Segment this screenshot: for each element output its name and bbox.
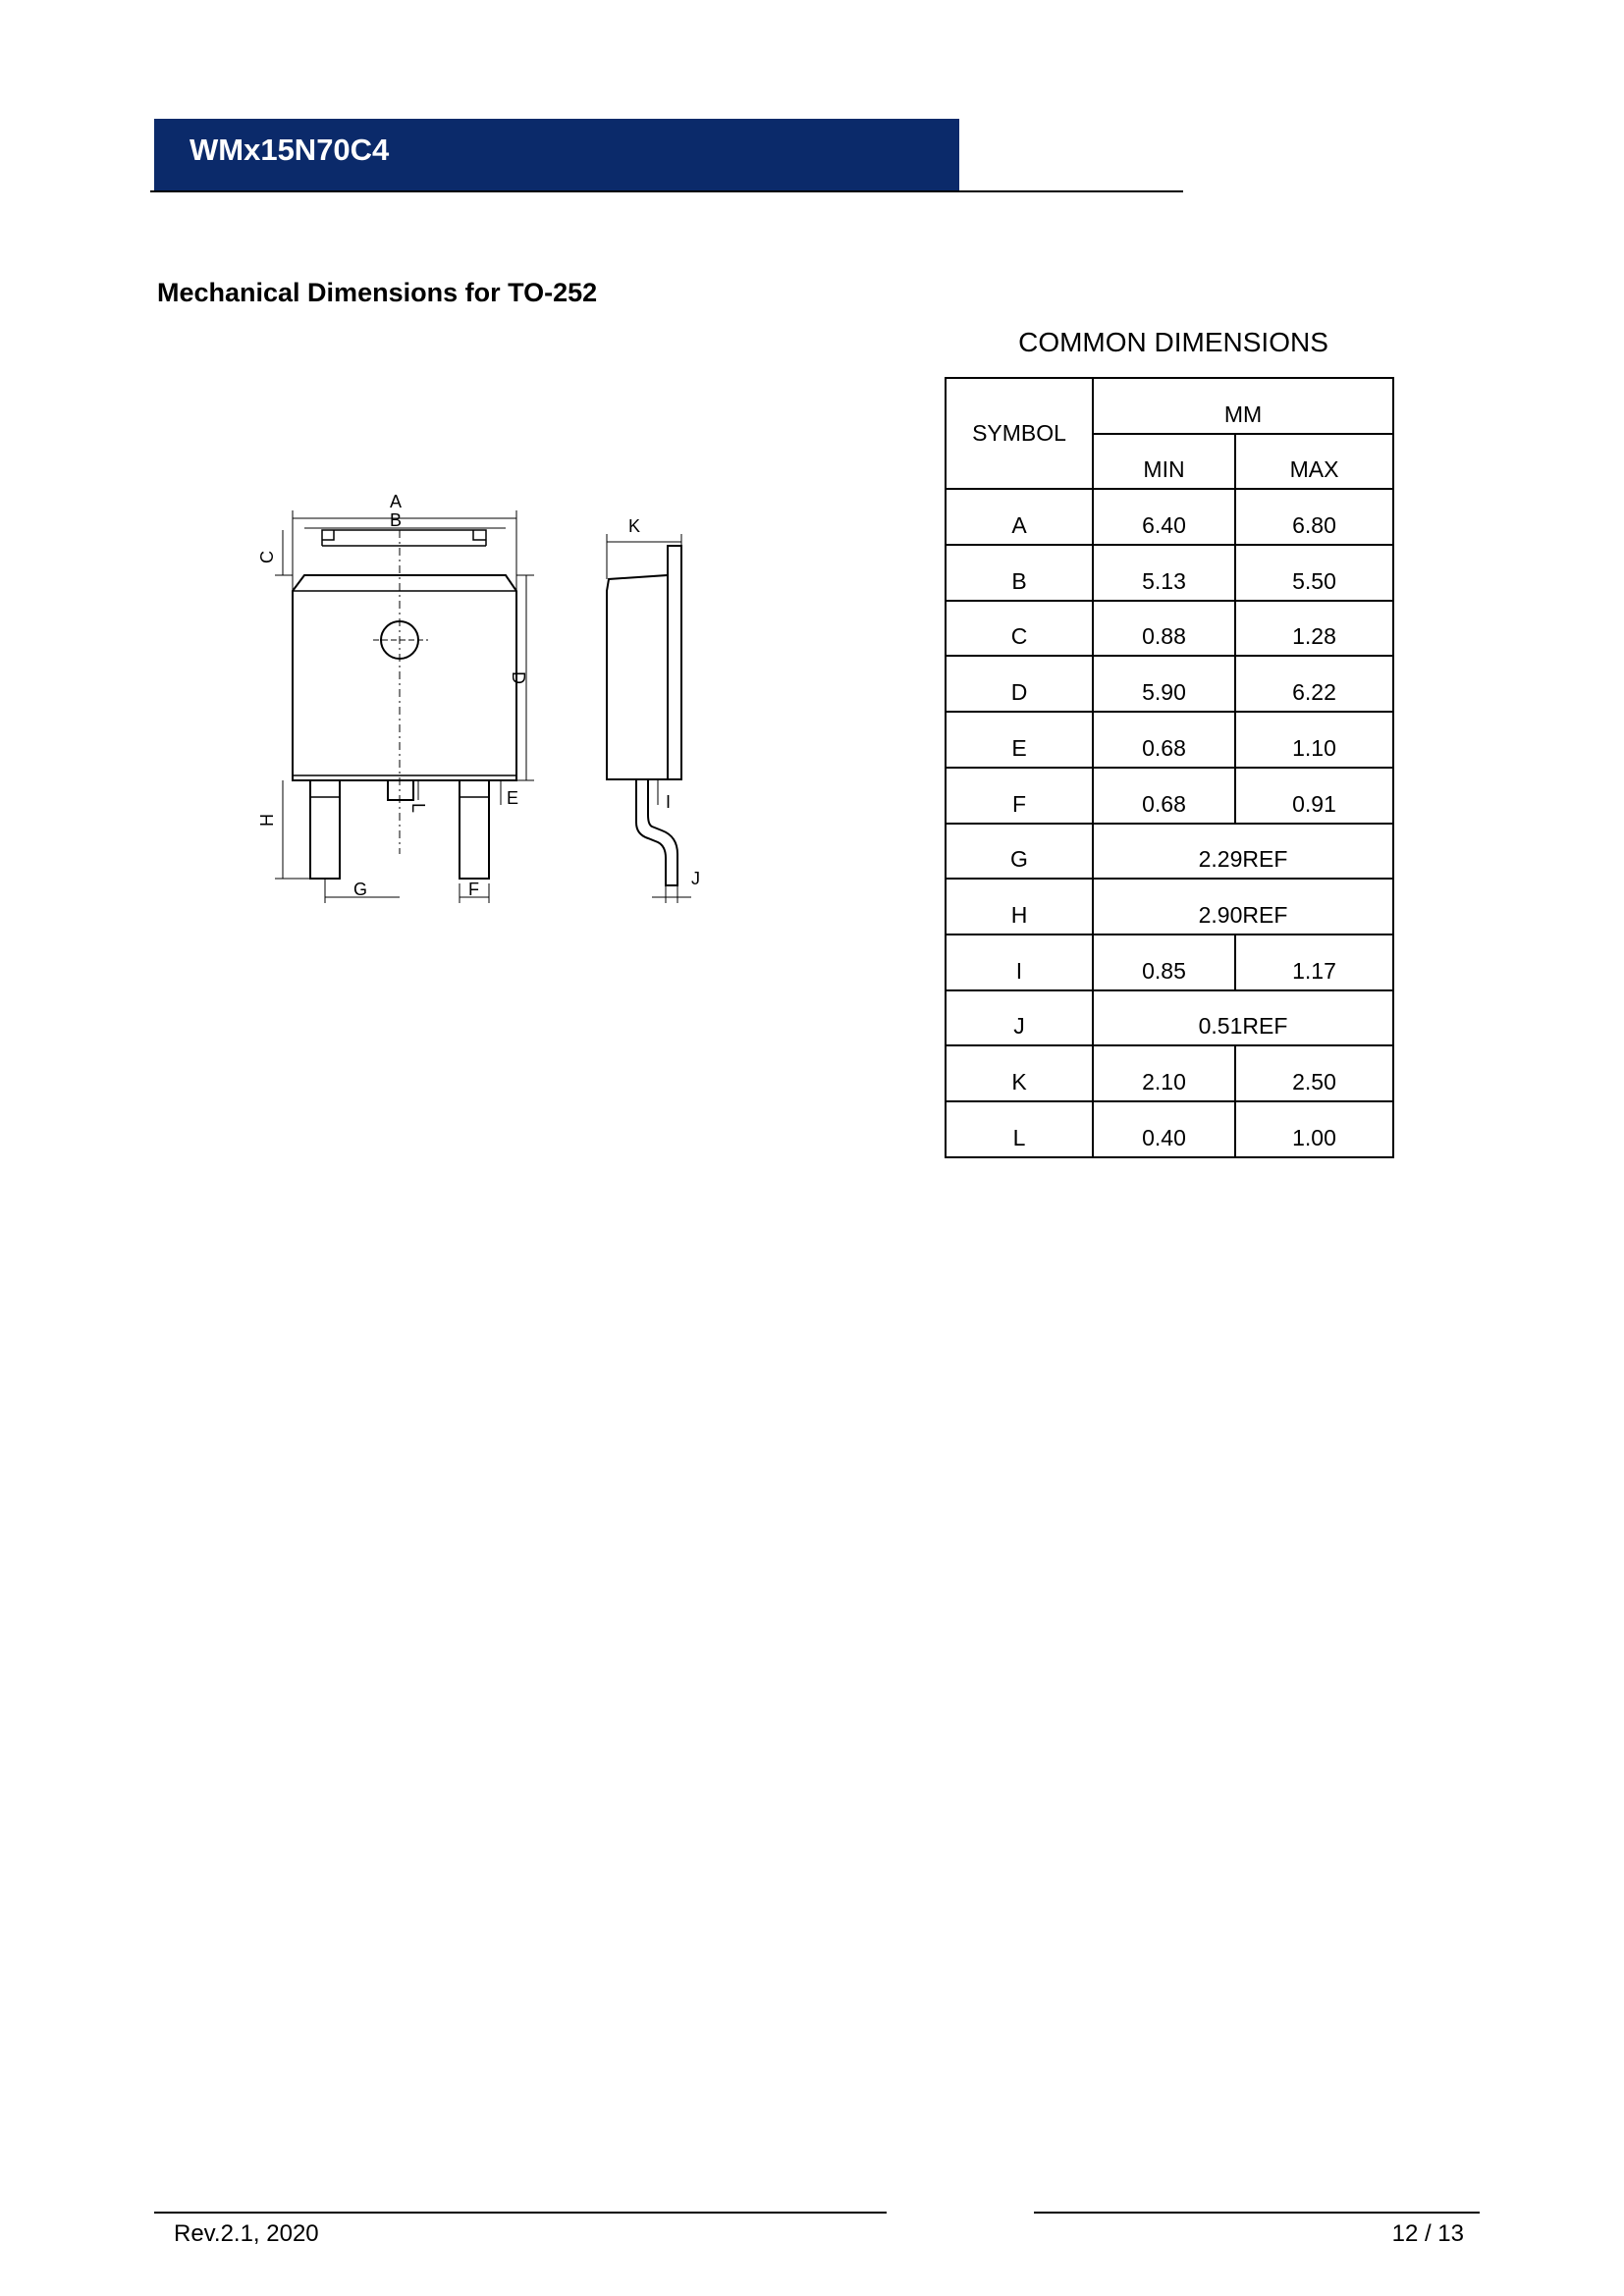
table-row — [946, 601, 1393, 657]
table-row — [946, 545, 1393, 601]
lead-left — [310, 780, 340, 879]
symbol-cell: J — [946, 990, 1093, 1046]
min-value-cell: 0.88 — [1093, 601, 1235, 657]
min-value-cell: 5.90 — [1093, 656, 1235, 712]
table-row — [946, 656, 1393, 712]
dim-label-j: J — [691, 869, 700, 888]
ref-value-cell: 2.90REF — [1093, 879, 1393, 934]
min-value-cell: 5.13 — [1093, 545, 1235, 601]
symbol-cell: C — [946, 601, 1093, 657]
footer-page-number: 12 / 13 — [1391, 2220, 1464, 2247]
symbol-header: SYMBOL — [946, 378, 1093, 489]
min-value-cell: 6.40 — [1093, 489, 1235, 545]
table-header-row — [946, 378, 1393, 434]
symbol-cell: K — [946, 1045, 1093, 1101]
table-row — [946, 824, 1393, 880]
max-value-cell: 0.91 — [1235, 768, 1393, 824]
table-row — [946, 990, 1393, 1046]
ref-value-cell: 2.29REF — [1093, 824, 1393, 880]
dim-label-f: F — [468, 880, 479, 899]
dim-label-h: H — [257, 814, 277, 827]
min-value-cell: 0.85 — [1093, 934, 1235, 990]
dim-label-a: A — [390, 492, 403, 511]
footer-revision: Rev.2.1, 2020 — [174, 2220, 319, 2247]
dim-label-c: C — [257, 551, 277, 563]
min-value-cell: 0.68 — [1093, 768, 1235, 824]
dim-label-b: B — [390, 510, 403, 530]
symbol-cell: A — [946, 489, 1093, 545]
max-value-cell: 5.50 — [1235, 545, 1393, 601]
front-view-tab — [322, 530, 486, 546]
min-value-cell: 0.68 — [1093, 712, 1235, 768]
max-value-cell: 6.80 — [1235, 489, 1393, 545]
max-value-cell: 1.28 — [1235, 601, 1393, 657]
dimensions-table-body — [946, 378, 1393, 1157]
symbol-cell: D — [946, 656, 1093, 712]
side-view-tab — [668, 546, 681, 779]
lead-center — [388, 780, 413, 800]
table-row — [946, 489, 1393, 545]
table-row — [946, 1045, 1393, 1101]
table-row — [946, 879, 1393, 934]
section-title: Mechanical Dimensions for TO-252 — [157, 278, 598, 307]
min-value-cell: 0.40 — [1093, 1101, 1235, 1157]
max-value-cell: 1.00 — [1235, 1101, 1393, 1157]
front-view-body — [293, 575, 516, 780]
min-header: MIN — [1093, 434, 1235, 490]
table-row — [946, 768, 1393, 824]
footer-rule-left — [154, 2212, 887, 2214]
max-value-cell: 1.10 — [1235, 712, 1393, 768]
symbol-cell: F — [946, 768, 1093, 824]
dim-label-g: G — [353, 880, 368, 899]
symbol-cell: B — [946, 545, 1093, 601]
dim-label-l: L — [408, 803, 428, 814]
table-row — [946, 934, 1393, 990]
lead-right — [460, 780, 489, 879]
max-header: MAX — [1235, 434, 1393, 490]
dimensions-table — [945, 377, 1394, 1158]
package-outline-drawing — [255, 481, 727, 913]
dim-label-i: I — [666, 792, 672, 812]
max-value-cell: 2.50 — [1235, 1045, 1393, 1101]
symbol-cell: G — [946, 824, 1093, 880]
dim-label-d: D — [509, 671, 528, 684]
side-view-lead — [636, 779, 677, 885]
symbol-cell: L — [946, 1101, 1093, 1157]
side-view-body — [607, 575, 668, 779]
symbol-cell: E — [946, 712, 1093, 768]
front-view-tab-notch — [322, 530, 486, 540]
max-value-cell: 1.17 — [1235, 934, 1393, 990]
dim-label-k: K — [628, 516, 641, 536]
header-bar — [154, 119, 959, 190]
unit-header: MM — [1093, 378, 1393, 434]
part-number-title: WMx15N70C4 — [189, 133, 390, 167]
dim-label-e: E — [507, 788, 519, 808]
footer-rule-right — [1034, 2212, 1480, 2214]
symbol-cell: I — [946, 934, 1093, 990]
table-row — [946, 712, 1393, 768]
min-value-cell: 2.10 — [1093, 1045, 1235, 1101]
table-title: COMMON DIMENSIONS — [1018, 327, 1328, 357]
table-row — [946, 1101, 1393, 1157]
header-rule — [150, 190, 1183, 192]
symbol-cell: H — [946, 879, 1093, 934]
max-value-cell: 6.22 — [1235, 656, 1393, 712]
ref-value-cell: 0.51REF — [1093, 990, 1393, 1046]
